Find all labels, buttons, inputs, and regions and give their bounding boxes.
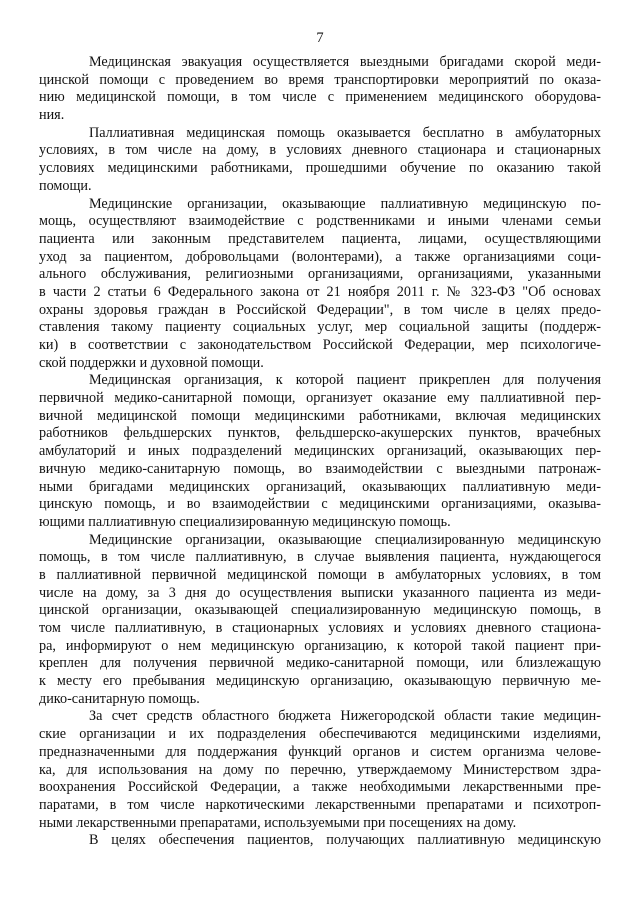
paragraph-line: мощь, осуществляют взаимодействие с родственниками и иными членами семьи: [39, 213, 601, 230]
paragraph-line: паратами, в том числе наркотическими лекарственными препаратами и психотроп-: [39, 796, 601, 813]
paragraph-line: воохранения Российской Федерации, а также необходимыми лекарственными пре-: [39, 779, 601, 796]
paragraph-specialized-care-discharge: [39, 531, 601, 709]
paragraph-line: нию медицинской помощи, в том числе с применением медицинского оборудова-: [39, 89, 601, 106]
paragraph-line: первичной медико-санитарной помощи, организует оказание ему паллиативной пер-: [39, 390, 601, 407]
paragraph-line: креплен для получения первичной медико-санитарной помощи, или близлежащую: [39, 655, 601, 672]
paragraph-line: ными лекарственными препаратами, используемыми при посещениях на дому.: [39, 814, 517, 831]
paragraph-line: ки) в соответствии с законодательством Российской Федерации, мер психологиче-: [39, 337, 601, 353]
paragraph-line: ставления такому пациенту социальных услуг, мер социальной защиты (поддерж-: [39, 319, 601, 336]
paragraph-line: том числе паллиативную, в стационарных условиях и условиях дневного стациона-: [39, 620, 601, 636]
paragraph-medical-evacuation: [39, 54, 601, 125]
paragraph-line: в паллиативной первичной медицинской помощи в амбулаторных условиях, в том: [39, 566, 601, 583]
paragraph-line: ющими паллиативную специализированную медицинскую помощь.: [39, 513, 451, 530]
paragraph-palliative-care-free: [39, 124, 601, 196]
paragraph-line: Медицинская организация, к которой пациент прикреплен для получения: [89, 372, 601, 389]
paragraph-line: вичную медико-санитарную помощь, во взаимодействии с выездными патронаж-: [39, 460, 601, 477]
paragraph-primary-care-organization: [39, 372, 601, 531]
paragraph-line: Медицинские организации, оказывающие специализированную медицинскую: [89, 531, 601, 548]
paragraph-line: За счет средств областного бюджета Нижегородской области такие медицин-: [89, 708, 601, 725]
paragraph-line: Медицинские организации, оказывающие паллиативную медицинскую по-: [89, 195, 601, 212]
paragraph-line: предназначенными для поддержания функций органов и систем организма челове-: [39, 743, 601, 760]
paragraph-line: условиях, в том числе на дому, в условиях дневного стационара и стационарных: [39, 142, 601, 159]
paragraph-line: Паллиативная медицинская помощь оказывается бесплатно в амбулаторных: [89, 124, 601, 141]
paragraph-line: в части 2 статьи 6 Федерального закона от 21 ноября 2011 г. № 323-ФЗ "Об основах: [39, 283, 601, 300]
document-body: [39, 54, 601, 850]
paragraph-line: ской поддержки и духовной помощи.: [39, 354, 264, 371]
paragraph-line: цинской организации, оказывающей специализированную медицинскую помощь, в: [39, 602, 601, 619]
paragraph-line: вичной медицинской помощи медицинскими работниками, включая медицинских: [39, 407, 601, 424]
paragraph-line: амбулаторий и иных подразделений медицинских организаций, оказывающих пер-: [39, 443, 601, 460]
paragraph-line: цинскую помощь, и во взаимодействии с медицинскими организациями, оказыва-: [39, 496, 601, 513]
paragraph-line: помощь, в том числе паллиативную, в случае выявления пациента, нуждающегося: [39, 549, 601, 566]
paragraph-line: ными бригадами медицинских организаций, оказывающих паллиативную меди-: [39, 478, 601, 495]
paragraph-line: В целях обеспечения пациентов, получающих паллиативную медицинскую: [89, 832, 601, 849]
paragraph-patient-provision: [89, 832, 601, 850]
paragraph-line: уход за пациентом, добровольцами (волонтерами), а также организациями соци-: [39, 248, 601, 265]
paragraph-line: работников фельдшерских пунктов, фельдшерско-акушерских пунктов, врачебных: [39, 425, 601, 442]
paragraph-line: ального обслуживания, религиозными организациями, организациями, указанными: [39, 266, 601, 283]
paragraph-line: ра, информируют о нем медицинскую организацию, к которой такой пациент при-: [39, 637, 601, 654]
paragraph-line: ния.: [39, 107, 65, 124]
paragraph-line: условиях медицинскими работниками, прошедшими обучение по оказанию такой: [39, 160, 601, 177]
paragraph-regional-budget-devices: [39, 708, 601, 832]
paragraph-line: к месту его пребывания медицинскую организацию, оказывающую первичную ме-: [39, 673, 601, 690]
paragraph-line: цинской помощи с проведением во время транспортировки мероприятий по оказа-: [39, 71, 601, 88]
paragraph-line: ка, для использования на дому по перечню, утверждаемому Министерством здра-: [39, 761, 601, 778]
paragraph-line: помощи.: [39, 177, 92, 194]
paragraph-line: охраны здоровья граждан в Российской Федерации", в том числе в целях предо-: [39, 301, 601, 318]
paragraph-line: ские организации и их подразделения обеспечиваются медицинскими изделиями,: [39, 726, 601, 743]
page-number: 7: [316, 30, 324, 46]
paragraph-line: дико-санитарную помощь.: [39, 690, 200, 707]
paragraph-interaction-with-relatives: [39, 195, 601, 373]
paragraph-line: пациента или законным представителем пациента, лицами, осуществляющими: [39, 230, 601, 247]
paragraph-line: Медицинская эвакуация осуществляется выездными бригадами скорой меди-: [89, 54, 601, 70]
paragraph-line: числе на дому, за 3 дня до осуществления выписки указанного пациента из меди-: [39, 584, 601, 601]
